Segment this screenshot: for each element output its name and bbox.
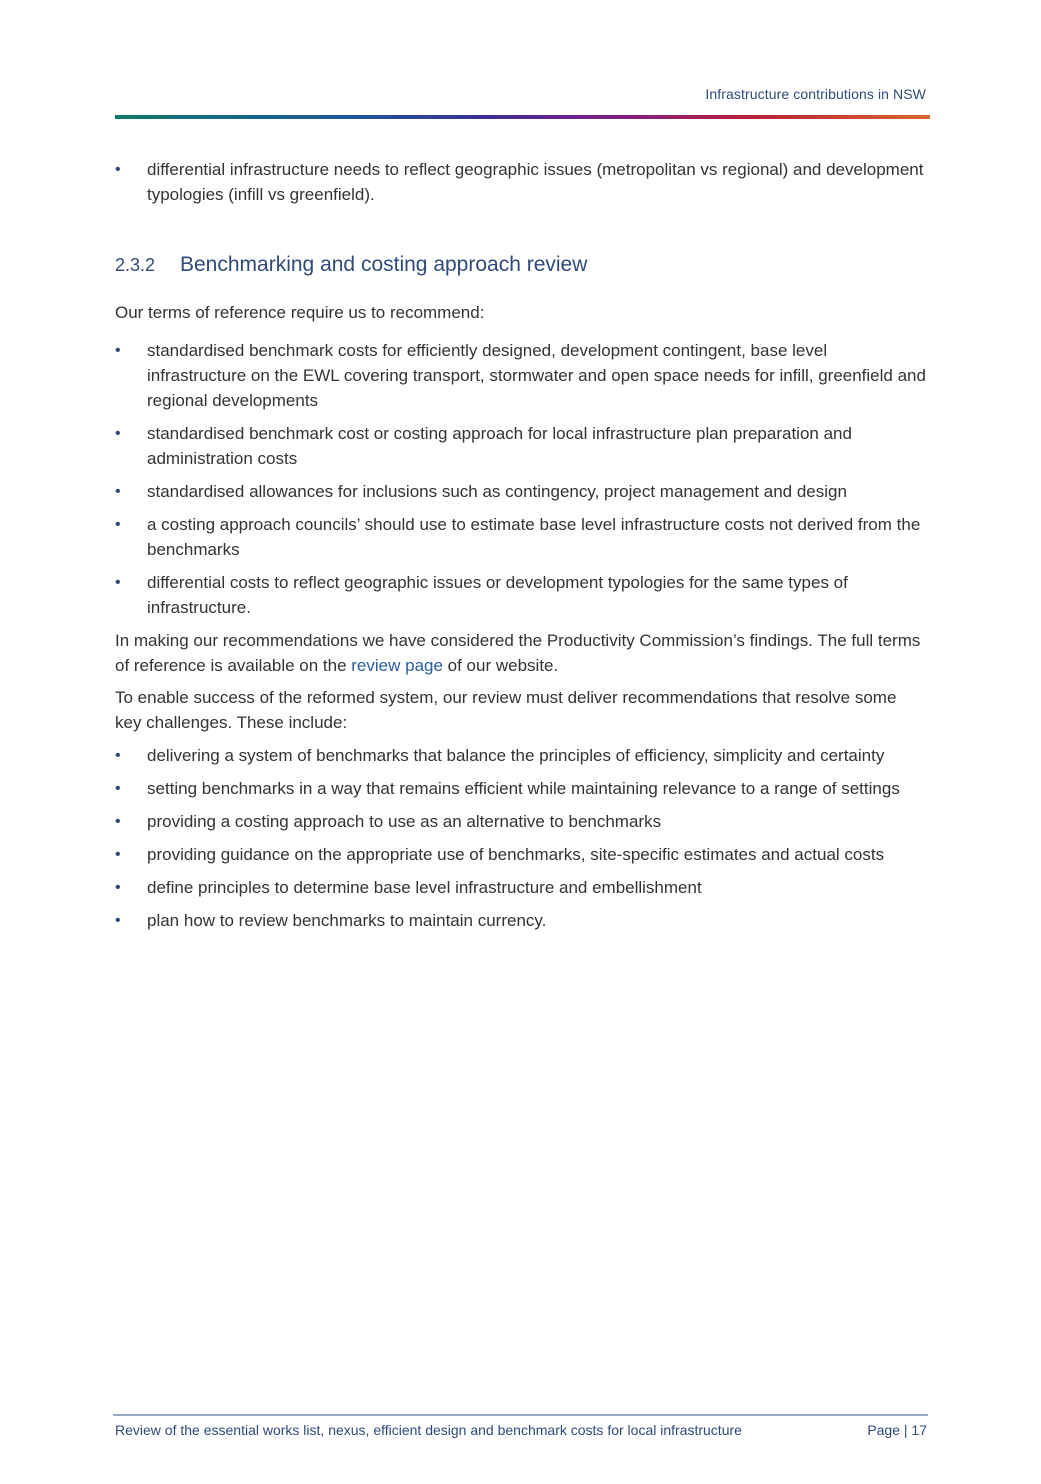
list-item-text: differential infrastructure needs to reflect geographic issues (metropolitan vs regional) and development typologies (infill vs greenfield). <box>147 160 924 204</box>
list-item <box>115 743 927 768</box>
list-item-text: providing guidance on the appropriate use of benchmarks, site-specific estimates and actual costs <box>147 845 885 864</box>
list-item <box>115 809 927 834</box>
list-item-text: standardised benchmark costs for efficiently designed, development contingent, base level infrastructure on the EWL covering transport, stormwater and open space needs for infill, greenfield and regional developments <box>147 341 926 410</box>
bullet-icon: • <box>115 425 121 442</box>
list-item <box>115 908 927 933</box>
paragraph-text: of our website. <box>442 656 559 675</box>
list-item <box>115 479 927 504</box>
paragraph-challenges-intro: To enable success of the reformed system, our review must deliver recommendations that resolve some key challenges. These include: <box>115 688 897 732</box>
list-item <box>115 570 927 620</box>
list-item-text: standardised allowances for inclusions such as contingency, project management and design <box>147 482 847 501</box>
running-header: Infrastructure contributions in NSW <box>705 86 926 102</box>
section-heading <box>115 251 927 279</box>
bullet-icon: • <box>115 846 121 863</box>
intro-bullet-list <box>115 157 927 207</box>
list-item-text: providing a costing approach to use as an alternative to benchmarks <box>147 812 662 831</box>
review-page-link[interactable]: review page <box>351 656 443 675</box>
terms-bullet-list <box>115 338 927 620</box>
challenges-bullet-list <box>115 743 927 933</box>
list-item <box>115 338 927 413</box>
list-item-text: define principles to determine base level infrastructure and embellishment <box>147 878 702 897</box>
header-gradient-rule <box>115 115 930 119</box>
list-item-text: standardised benchmark cost or costing approach for local infrastructure plan preparation and administration costs <box>147 424 852 468</box>
bullet-icon: • <box>115 483 121 500</box>
bullet-icon: • <box>115 342 121 359</box>
section-number: 2.3.2 <box>115 255 156 275</box>
bullet-icon: • <box>115 912 121 929</box>
bullet-icon: • <box>115 161 121 178</box>
bullet-icon: • <box>115 574 121 591</box>
list-item-text: setting benchmarks in a way that remains efficient while maintaining relevance to a range of settings <box>147 779 900 798</box>
list-item-text: differential costs to reflect geographic issues or development typologies for the same types of infrastructure. <box>147 573 848 617</box>
list-item <box>115 421 927 471</box>
paragraph-terms-intro: Our terms of reference require us to recommend: <box>115 303 485 322</box>
page-number: Page | 17 <box>867 1422 927 1438</box>
bullet-icon: • <box>115 516 121 533</box>
footer-rule <box>113 1414 928 1416</box>
page-body <box>115 157 927 941</box>
bullet-icon: • <box>115 747 121 764</box>
footer-document-title: Review of the essential works list, nexus, efficient design and benchmark costs for local infrastructure <box>115 1422 742 1438</box>
section-title: Benchmarking and costing approach review <box>180 253 588 276</box>
list-item <box>115 157 927 207</box>
bullet-icon: • <box>115 879 121 896</box>
list-item <box>115 842 927 867</box>
paragraph-recommendations <box>115 628 927 678</box>
list-item-text: delivering a system of benchmarks that balance the principles of efficiency, simplicity and certainty <box>147 746 885 765</box>
paragraph-text: In making our recommendations we have considered the Productivity Commission’s findings. The full terms of reference is available on the <box>115 631 921 675</box>
list-item-text: a costing approach councils’ should use to estimate base level infrastructure costs not derived from the benchmarks <box>147 515 921 559</box>
bullet-icon: • <box>115 780 121 797</box>
bullet-icon: • <box>115 813 121 830</box>
list-item <box>115 776 927 801</box>
list-item <box>115 512 927 562</box>
list-item <box>115 875 927 900</box>
list-item-text: plan how to review benchmarks to maintain currency. <box>147 911 547 930</box>
